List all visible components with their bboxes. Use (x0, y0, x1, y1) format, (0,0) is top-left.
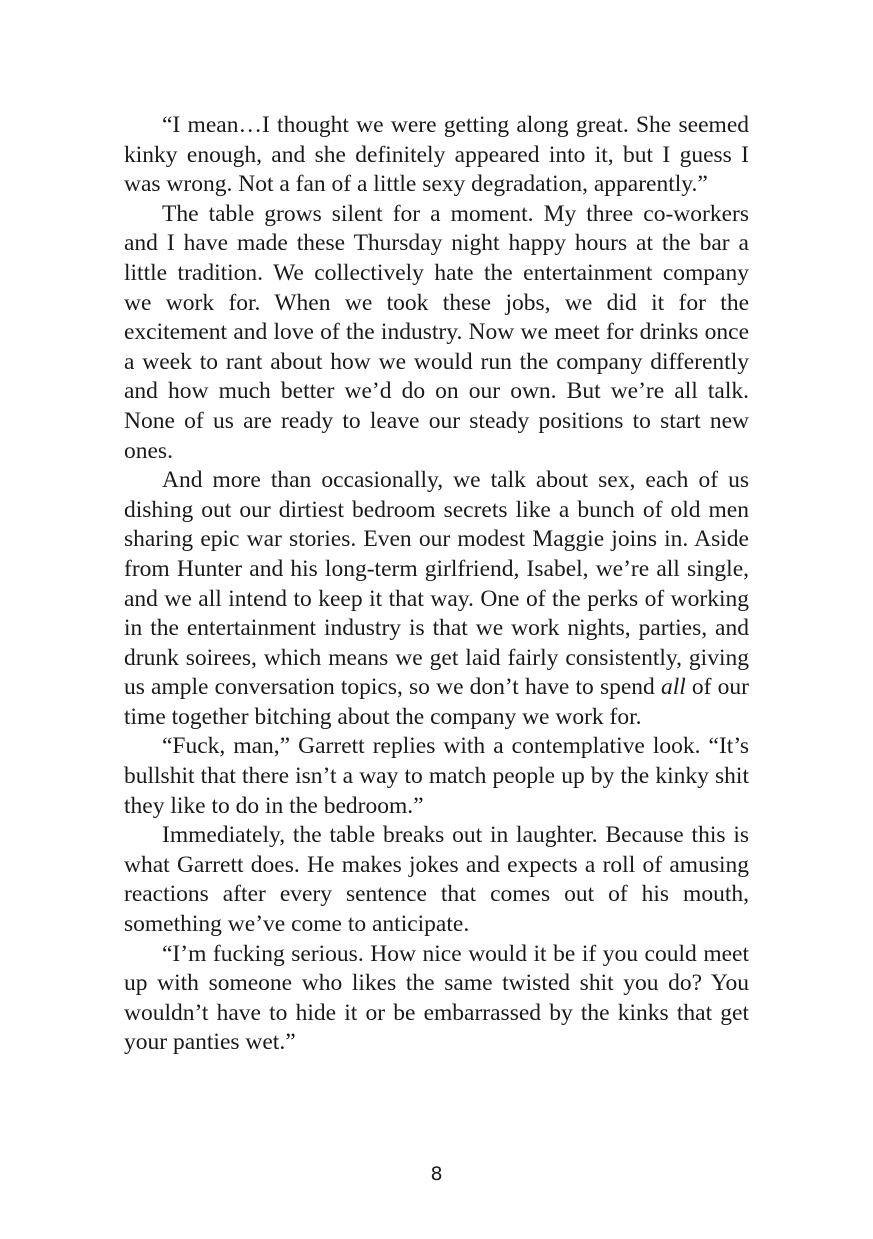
emphasis-all: all (660, 674, 686, 701)
paragraph-4: “Fuck, man,” Garrett replies with a contemplative look. “It’s bullshit that there isn’t a way to match people up by the kinky shit they like to do in the bedroom.” (124, 733, 749, 819)
paragraph-2: The table grows silent for a moment. My three co-workers and I have made these Thursday night happy hours at the bar a little tradition. We collectively hate the entertainment company we work for. When we took these jobs, we did it for the excitement and love of the industry. Now we meet for drinks once a week to rant about how we would run the company differently and how much better we’d do on our own. But we’re all talk. None of us are ready to leave our steady positions to start new ones. (124, 200, 749, 464)
paragraph-3-after: of our time together bitching about the company we work for. (124, 674, 749, 730)
paragraph-1: “I mean…I thought we were getting along great. She seemed kinky enough, and she definitely appeared into it, but I guess I was wrong. Not a fan of a little sexy degradation, apparently.” (124, 112, 749, 198)
paragraph-3-before: And more than occasionally, we talk about sex, each of us dishing out our dirtiest bedroom secrets like a bunch of old men sharing epic war stories. Even our modest Maggie joins in. Aside from Hunter and his long-term girlfriend, Isabel, we’re all single, and we all intend to keep it that way. One of the perks of working in the entertainment industry is that we work nights, parties, and drunk soirees, which means we get laid fairly consistently, giving us ample conversation topics, so we don’t have to spend (124, 467, 749, 701)
page-number: 8 (430, 1163, 443, 1185)
paragraph-6: “I’m fucking serious. How nice would it be if you could meet up with someone who likes the same twisted shit you do? You wouldn’t have to hide it or be embarrassed by the kinks that get your panties wet.” (124, 940, 749, 1056)
body-text (124, 111, 749, 1058)
paragraph-5: Immediately, the table breaks out in laughter. Because this is what Garrett does. He makes jokes and expects a roll of amusing reactions after every sentence that comes out of his mouth, something we’ve come to anticipate. (124, 822, 749, 938)
paragraph-3 (124, 466, 749, 732)
